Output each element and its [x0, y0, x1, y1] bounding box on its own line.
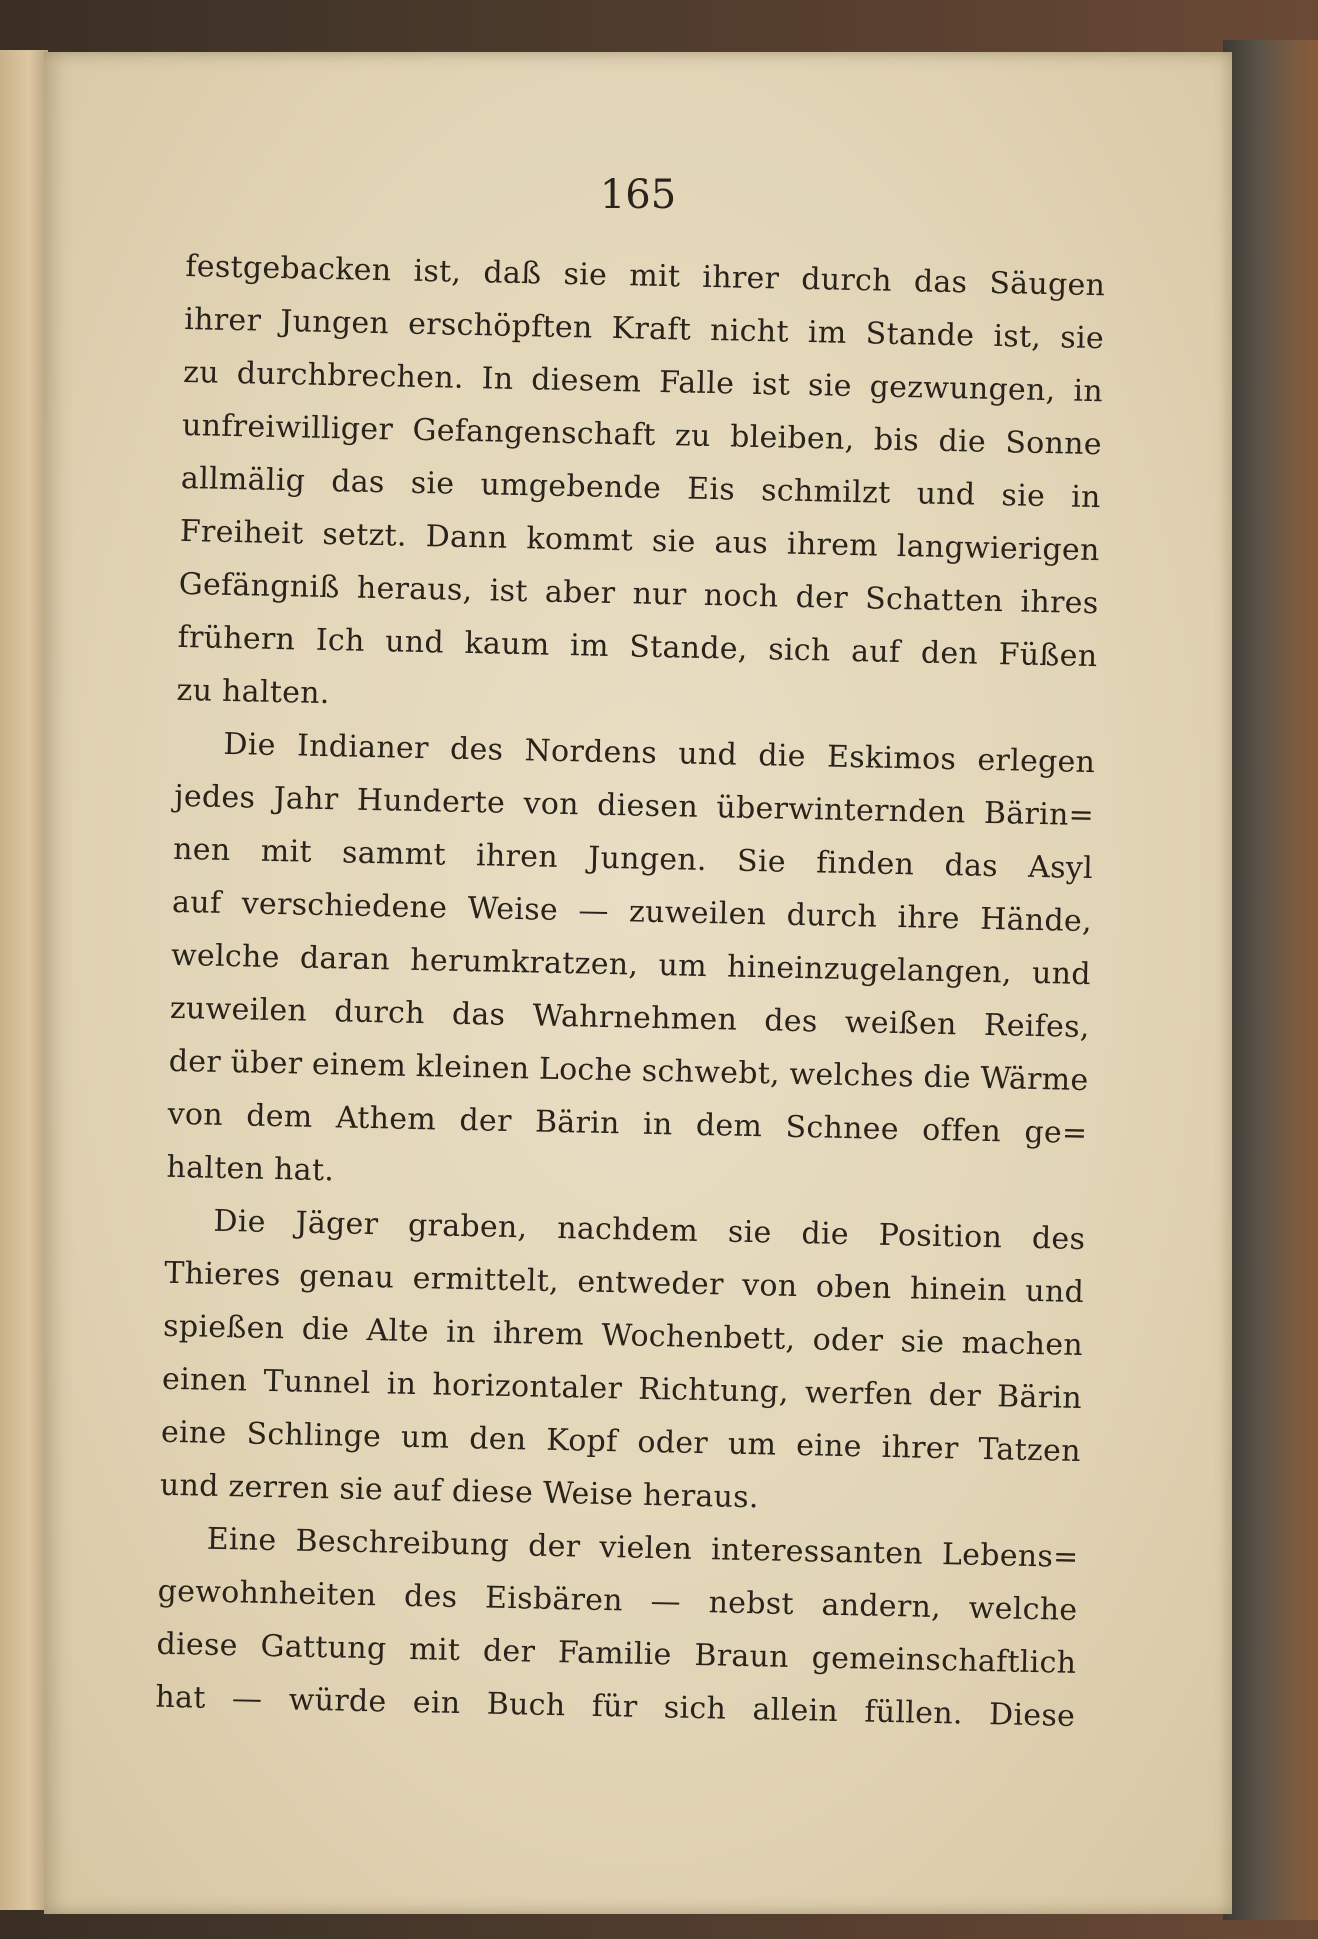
text-line: und zerren sie auf diese Weise heraus.: [159, 1467, 760, 1516]
text-line: frühern Ich und kaum im Stande, sich auf den Füßen: [177, 619, 1098, 675]
text-line: Die Jäger graben, nachdem sie die Position des: [213, 1203, 1086, 1258]
book-binding: [1223, 40, 1318, 1920]
text-line: unfreiwilliger Gefangenschaft zu bleiben, bis die Sonne: [181, 407, 1103, 463]
text-line: diese Gattung mit der Familie Braun gemeinschaftlich: [156, 1626, 1077, 1681]
text-line: Freiheit setzt. Dann kommt sie aus ihrem langwierigen: [179, 513, 1101, 569]
text-line: spießen die Alte in ihrem Wochenbett, oder sie machen: [162, 1308, 1084, 1364]
text-line: allmälig das sie umgebende Eis schmilzt und sie in: [180, 460, 1102, 516]
text-line: zu halten.: [176, 672, 331, 712]
text-line: Die Indianer des Nordens und die Eskimos erlegen: [223, 726, 1096, 781]
left-page-edge: [0, 50, 48, 1910]
text-line: auf verschiedene Weise — zuweilen durch ihre Hände,: [171, 884, 1093, 940]
text-line: festgebacken ist, daß sie mit ihrer durch das Säugen: [185, 248, 1106, 304]
text-line: eine Schlinge um den Kopf oder um eine ihrer Tatzen: [160, 1414, 1082, 1470]
text-line: zuweilen durch das Wahrnehmen des weißen Reifes,: [169, 990, 1091, 1046]
text-line: Gefängniß heraus, ist aber nur noch der Schatten ihres: [178, 566, 1099, 622]
text-line: einen Tunnel in horizontaler Richtung, werfen der Bärin: [161, 1361, 1083, 1417]
text-line: gewohnheiten des Eisbären — nebst andern, welche: [157, 1573, 1078, 1628]
body-text: [155, 240, 1106, 1743]
text-line: hat — würde ein Buch für sich allein füllen. Diese: [155, 1679, 1076, 1734]
text-line: nen mit sammt ihren Jungen. Sie finden das Asyl: [172, 831, 1094, 887]
text-line: der über einem kleinen Loche schwebt, welches die Wärme: [168, 1043, 1089, 1099]
text-line: zu durchbrechen. In diesem Falle ist sie gezwungen, in: [182, 354, 1104, 410]
text-line: von dem Athem der Bärin in dem Schnee offen ge=: [167, 1096, 1088, 1152]
book-page: [44, 52, 1232, 1914]
text-line: Eine Beschreibung der vielen interessanten Lebens=: [206, 1521, 1079, 1575]
text-line: welche daran herumkratzen, um hineinzugelangen, und: [170, 937, 1092, 993]
text-line: ihrer Jungen erschöpften Kraft nicht im Stande ist, sie: [183, 301, 1105, 357]
text-line: halten hat.: [166, 1149, 335, 1189]
page-number: 165: [599, 172, 677, 218]
text-line: Thieres genau ermittelt, entweder von oben hinein und: [163, 1255, 1085, 1311]
text-line: jedes Jahr Hunderte von diesen überwinternden Bärin=: [173, 778, 1095, 834]
